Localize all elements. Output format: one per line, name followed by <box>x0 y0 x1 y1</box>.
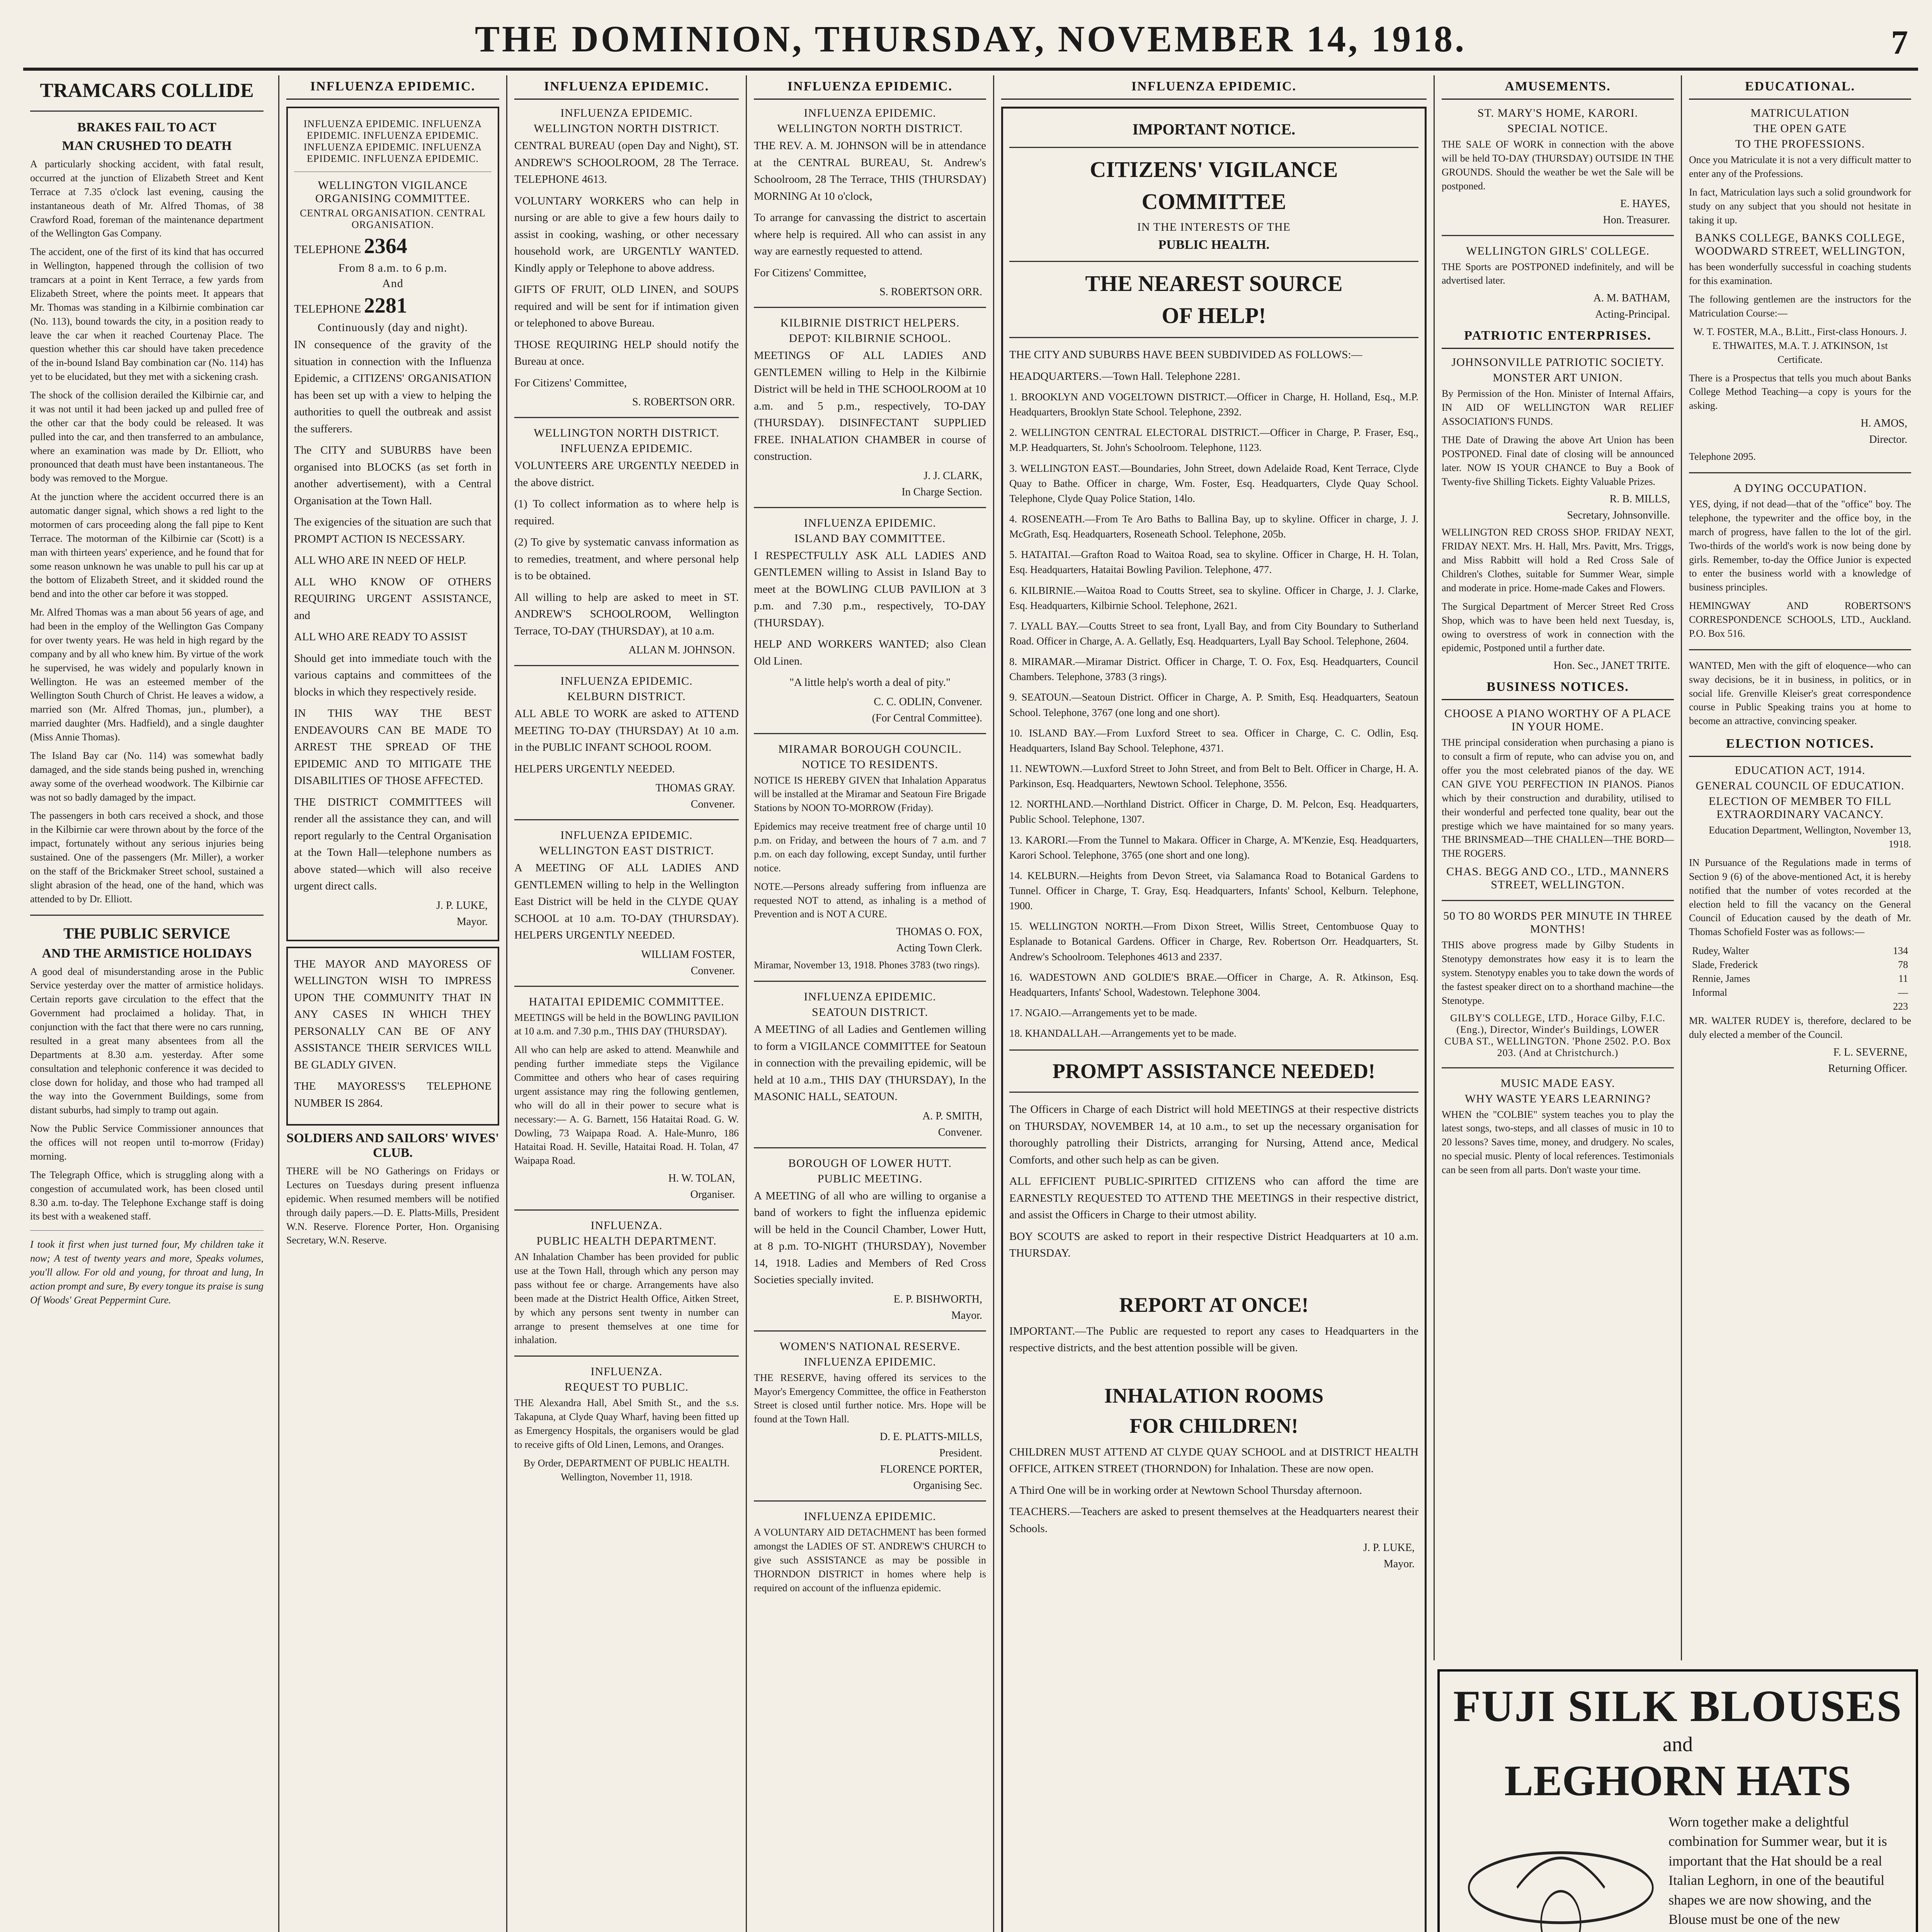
mayoress-notice <box>286 947 499 1126</box>
divider <box>1009 1092 1418 1093</box>
notice-title: ISLAND BAY COMMITTEE. <box>794 532 946 545</box>
district-item: 2. WELLINGTON CENTRAL ELECTORAL DISTRICT.—Officer in Charge, P. Fraser, Esq., M.P. Headquarters, St. John's Schoolroom. Telephone, 1123. <box>1009 427 1418 454</box>
notice-title: REQUEST TO PUBLIC. <box>565 1381 689 1394</box>
divider <box>754 733 986 734</box>
subhead-brakes: BRAKES FAIL TO ACT <box>77 120 216 134</box>
notice-title: INFLUENZA EPIDEMIC. <box>804 107 936 119</box>
candidate-name: Informal <box>1692 987 1727 998</box>
notice-paragraph: Epidemics may receive treatment free of charge until 10 p.m. on Friday, and between the hours of 7 a.m. and 7 p.m. on each day following, except Sunday, until further notice. <box>754 821 986 874</box>
candidate-name: Rennie, James <box>1692 973 1750 985</box>
notice-paragraph: THE SALE OF WORK in connection with the above will be held TO-DAY (THURSDAY) OUTSIDE IN THE GROUNDS. Should the weather be wet the Sale will be postponed. <box>1442 139 1674 192</box>
article-paragraph: The passengers in both cars received a shock, and those in the Kilbirnie car were thrown about by the force of the impact, fortunately without any serious injuries being sustained. One of the passengers (Mr. Miller), a worker on the staff of the Brickmaker Street school, sustained a slight abrasion of the head, one of the hand, which was attended to by Dr. Elliott. <box>30 810 264 905</box>
and-text: And <box>382 277 403 290</box>
column-influenza-suburbs <box>746 75 993 1932</box>
masthead-rule <box>23 68 1918 71</box>
signature-title: Mayor. <box>951 1309 982 1321</box>
article-paragraph: At the junction where the accident occurred there is an automatic danger signal, which shows a red light to the motormen of cars proceeding along the fall pipe to Kent Terrace. The motorman of the Kilbirnie car (Scott) is a man with thirteen years' experience, and he found that for some reason unknown he was unable to pull his car up at the bottom of Elizabeth Street, and it skidded round the bend and into the other car before it was stopped. <box>30 491 264 600</box>
divider <box>1442 1067 1674 1068</box>
notice-title: INFLUENZA EPIDEMIC. <box>804 1355 936 1368</box>
column-header: INFLUENZA EPIDEMIC. <box>1001 75 1427 100</box>
notice-paragraph: HELPERS URGENTLY NEEDED. <box>514 762 675 775</box>
vote-row <box>1690 986 1910 999</box>
notice-paragraph: MEETINGS OF ALL LADIES AND GENTLEMEN willing to Help in the Kilbirnie District will be held in THE SCHOOLROOM at 10 a.m. and 5 p.m., respectively, TO-DAY (THURSDAY). DISINFECTANT SUPPLIED FREE. INHALATION CHAMBER in course of construction. <box>754 349 986 463</box>
divider <box>1442 235 1674 236</box>
notice-title: PUBLIC HEALTH DEPARTMENT. <box>536 1235 717 1248</box>
signature: J. P. LUKE, <box>436 899 488 912</box>
headline-public-service: THE PUBLIC SERVICE <box>63 924 231 942</box>
notice-title: ST. MARY'S HOME, KARORI. <box>1477 107 1638 119</box>
article-paragraph: Mr. Alfred Thomas was a man about 56 years of age, and had been in the employ of the Wellington Gas Company for over twenty years. He was held in high regard by the company and by all who knew him. By virtue of the work he supervised, he was widely and popularly known in Wellington. He was an esteemed member of the Wellington South Church of Christ. He leaves a widow, a married son (Mr. Alfred Thomas, jun., plumber), a married daughter (Mrs. Hadfield), and a single daughter (Miss Annie Thomas). <box>30 607 264 743</box>
telephone-line: Telephone 2095. <box>1689 451 1756 463</box>
page-number: 7 <box>1891 24 1910 61</box>
notice-paragraph: THIS above progress made by Gilby Students in Stenotypy demonstrates how easy it is to learn the system. Stenotypy enables you to take down the words of the fastest speaker direct on to a shorthand machine—the Stenotype. <box>1442 939 1674 1006</box>
notice-paragraph: Education Department, Wellington, November 13, 1918. <box>1709 825 1911 850</box>
divider <box>1009 337 1418 338</box>
notice-title: KILBIRNIE DISTRICT HELPERS. <box>780 316 960 329</box>
subhead-crushed: MAN CRUSHED TO DEATH <box>62 139 232 153</box>
fuji-and: and <box>1663 1733 1693 1756</box>
notice-title: INFLUENZA EPIDEMIC. <box>560 675 693 687</box>
notice-title: CHOOSE A PIANO WORTHY OF A PLACE IN YOUR HOME. <box>1444 707 1671 733</box>
divider <box>514 665 739 666</box>
signature: A. M. BATHAM, <box>1593 292 1670 304</box>
notice-paragraph: A MEETING OF ALL LADIES AND GENTLEMEN willing to help in the Wellington East District will be held in the CLYDE QUAY SCHOOL at 10 a.m. TO-DAY (THURSDAY). HELPERS URGENTLY NEEDED. <box>514 862 739 941</box>
notice-paragraph: THE MAYORESS'S TELEPHONE NUMBER IS 2864. <box>294 1080 492 1109</box>
column-header: INFLUENZA EPIDEMIC. <box>754 75 986 100</box>
district-list <box>1009 389 1418 1041</box>
district-item: 1. BROOKLYN AND VOGELTOWN DISTRICT.—Officer in Charge, H. Holland, Esq., M.P. Headquarters, Brooklyn State School. Telephone, 2392. <box>1009 391 1418 418</box>
notice-title: MATRICULATION <box>1750 107 1850 119</box>
notice-paragraph: THE DISTRICT COMMITTEES will render all the assistance they can, and will report regularly to the Central Organisation at the Town Hall—telephone numbers as above stated—which will also receive urgent direct calls. <box>294 796 492 892</box>
organising-committee: WELLINGTON VIGILANCE ORGANISING COMMITTEE. <box>315 179 470 205</box>
notice-paragraph: IMPORTANT.—The Public are requested to report any cases to Headquarters in the respective districts, and the best attention possible will be given. <box>1009 1325 1418 1354</box>
signature: ALLAN M. JOHNSON. <box>628 644 735 656</box>
section-header: BUSINESS NOTICES. <box>1442 676 1674 700</box>
signature-title: Returning Officer. <box>1828 1062 1907 1075</box>
notice-title: INFLUENZA EPIDEMIC. <box>560 442 693 455</box>
notice-paragraph: By Order, DEPARTMENT OF PUBLIC HEALTH. Wellington, November 11, 1918. <box>523 1457 730 1483</box>
inhalation-heading: INHALATION ROOMS <box>1104 1384 1324 1407</box>
queree-advertisement <box>1437 1669 1918 1932</box>
notice-paragraph: IN THIS WAY THE BEST ENDEAVOURS CAN BE MADE TO ARREST THE SPREAD OF THE EPIDEMIC AND TO MITIGATE THE DISABILITIES OF THOSE AFFECTED. <box>294 707 492 787</box>
notice-paragraph: ALL EFFICIENT PUBLIC-SPIRITED CITIZENS who can afford the time are EARNESTLY REQUESTED TO ATTEND THE MEETINGS in their respective district, and assist the Officers in Charge to their utmost ability. <box>1009 1175 1418 1221</box>
notice-title: INFLUENZA. <box>590 1219 663 1232</box>
telephone-1 <box>294 234 492 259</box>
signature-title: (For Central Committee). <box>872 712 982 724</box>
nearest-source-heading: THE NEAREST SOURCE <box>1085 271 1343 296</box>
notice-paragraph: THE Sports are POSTPONED indefinitely, and will be advertised later. <box>1442 261 1674 286</box>
notice-paragraph: TEACHERS.—Teachers are asked to present themselves at the Headquarters nearest their Schools. <box>1009 1505 1418 1535</box>
notice-title: KELBURN DISTRICT. <box>567 690 686 703</box>
signature-title: Convener. <box>938 1126 982 1138</box>
notice-paragraph: THE Alexandra Hall, Abel Smith St., and the s.s. Takapuna, at Clyde Quay Wharf, having been fitted up as Emergency Hospitals, the organisers would be glad to receive gifts of Old Linen, Lemons, and Oranges. <box>514 1397 739 1450</box>
vigilance-notice <box>1001 107 1427 1932</box>
divider <box>1009 1049 1418 1051</box>
signature-title: Mayor. <box>456 915 488 928</box>
notice-paragraph: WELLINGTON RED CROSS SHOP. FRIDAY NEXT, FRIDAY NEXT. Mrs. H. Hall, Mrs. Pavitt, Mrs. Triggs, and Miss Rabbitt will hold a Red Cross Sale of Children's Clothes, suitable for Summer Wear, simple and moderate in price. Home-made Cakes and Flowers. <box>1442 527 1674 594</box>
repeated-heading: INFLUENZA EPIDEMIC. INFLUENZA EPIDEMIC. INFLUENZA EPIDEMIC. INFLUENZA EPIDEMIC. INFLUENZA EPIDEMIC. INFLUENZA EPIDEMIC. <box>303 118 482 164</box>
company-name: GILBY'S COLLEGE, LTD., Horace Gilby, F.I.C. (Eng.), Director, Winder's Buildings, LOWER CUBA ST., WELLINGTON. 'Phone 2502. P.O. Box 203. (And at Christchurch.) <box>1444 1012 1671 1058</box>
notice-paragraph: The following gentlemen are the instructors for the Matriculation Course:— <box>1689 294 1911 319</box>
notice-title: A DYING OCCUPATION. <box>1733 482 1867 495</box>
masthead-title: THE DOMINION, THURSDAY, NOVEMBER 14, 1918. <box>474 18 1467 60</box>
vote-count: 78 <box>1898 959 1908 971</box>
peppermint-poem: I took it first when just turned four, My children take it now; A test of twenty years and more, Speaks volumes, you'll allow. For old and young, for throat and lung, In action prompt and sure, By every tongue its praise is sung Of Woods' Great Peppermint Cure. <box>30 1239 264 1306</box>
signature: S. ROBERTSON ORR. <box>879 286 982 298</box>
divider <box>514 819 739 820</box>
call-to-action: ALL WHO KNOW OF OTHERS REQUIRING URGENT ASSISTANCE, and <box>294 575 492 622</box>
notice-paragraph: THE MAYOR AND MAYORESS OF WELLINGTON WISH TO IMPRESS UPON THE COMMUNITY THAT IN ANY CASES IN WHICH THEY PERSONALLY CAN BE OF ANY ASSISTANCE THEIR SERVICES WILL BE GLADLY GIVEN. <box>294 957 492 1071</box>
notice-title: SEATOUN DISTRICT. <box>812 1006 928 1019</box>
club-notice: THERE will be NO Gatherings on Fridays or Lectures on Tuesdays during present influenza epidemic. When resumed members will be notified through daily papers.—D. E. Platts-Mills, President W.N. Reserve. Florence Porter, Hon. Organising Secretary, W.N. Reserve. <box>286 1165 499 1246</box>
section-header: PATRIOTIC ENTERPRISES. <box>1442 325 1674 349</box>
notice-title: INFLUENZA EPIDEMIC. <box>804 516 936 529</box>
tutor-list: W. T. FOSTER, M.A., B.Litt., First-class Honours. J. E. THWAITES, M.A. T. J. ATKINSON, 1st Certificate. <box>1693 326 1907 365</box>
notice-paragraph: HELP AND WORKERS WANTED; also Clean Old Linen. <box>754 638 986 667</box>
notice-paragraph: The Officers in Charge of each District will hold MEETINGS at their respective districts on THURSDAY, NOVEMBER 14, at 10 a.m., to set up the necessary organisation for thoroughly patrolling their Districts, arranging for Nursing, Attend ance, Medical Comforts, and other such help as can be given. <box>1009 1103 1418 1166</box>
district-item: 9. SEATOUN.—Seatoun District. Officer in Charge, A. P. Smith, Esq. Headquarters, Seatoun School. Telephone, 3767 (one long and one short). <box>1009 691 1418 718</box>
signature-title: Hon. Treasurer. <box>1603 214 1670 226</box>
fuji-headline: FUJI SILK BLOUSES <box>1453 1682 1903 1731</box>
notice-paragraph: In fact, Matriculation lays such a solid groundwork for study on any subject that you should not hesitate in taking it up. <box>1689 186 1911 226</box>
signature: C. C. ODLIN, Convener. <box>874 696 982 708</box>
woman-blouse-illustration <box>1451 1811 1670 1932</box>
notice-title: WELLINGTON NORTH DISTRICT. <box>777 122 963 135</box>
notice-paragraph: THE principal consideration when purchasing a piano is to consult a firm of repute, who can advise you on, and offer you the most celebrated pianos of the day. WE CAN GIVE YOU PERFECTION IN PIANOS. Pianos which by their construction and durability, utilised to their wonderful and perfected tone quality, bear out the prestige which we have maintained for so many years. THE BRINSMEAD—THE CHALLEN—THE BORD—THE ROGERS. <box>1442 737 1674 859</box>
divider <box>1689 649 1911 650</box>
hours: From 8 a.m. to 6 p.m. <box>338 262 447 274</box>
district-item: 11. NEWTOWN.—Luxford Street to John Street, and from Belt to Belt. Officer in Charge, H. A. Parkinson, Esq. Headquarters, Newtown School. Telephone, 3556. <box>1009 762 1418 790</box>
notice-title: INFLUENZA EPIDEMIC. <box>560 829 693 842</box>
district-item: 4. ROSENEATH.—From Te Aro Baths to Ballina Bay, up to skyline. Officer in charge, J. J. McGrath, Esq. Headquarters, Roseneath School. Telephone, 205b. <box>1009 513 1418 540</box>
vote-row <box>1690 958 1910 971</box>
notice-paragraph: AN Inhalation Chamber has been provided for public use at the Town Hall, through which any person may pass without fee or charge. Arrangements have also been made at the District Health Office, Aitken Street, by which any persons sent twenty in number can arrange to present themselves at one time for inhalation. <box>514 1251 739 1346</box>
notice-paragraph: Once you Matriculate it is not a very difficult matter to enter any of the Professions. <box>1689 154 1911 179</box>
call-to-action: ALL WHO ARE IN NEED OF HELP. <box>294 554 466 566</box>
article-paragraph: A good deal of misunderstanding arose in the Public Service yesterday over the matter of armistice holidays. Certain reports gave circulation to the effect that the Government had proclaimed a holiday. That, in conjunction with the fact that there were no cars running, resulted in a great many absentees from all the Departments at 8.30 a.m. yesterday. After some consultation and telephonic conference it was decided to close down for holiday, and those who had tramped all the way into the Government Buildings, some from distant suburbs, had simply to tramp out again. <box>30 966 264 1116</box>
continuous-hours: Continuously (day and night). <box>318 321 468 334</box>
notice-title: HATAITAI EPIDEMIC COMMITTEE. <box>529 995 724 1008</box>
divider <box>30 1230 264 1231</box>
tel-label: TELEPHONE <box>294 243 361 256</box>
district-item: 6. KILBIRNIE.—Waitoa Road to Coutts Street, sea to skyline. Officer in Charge, J. J. Clarke, Esq. Headquarters, Kilbirnie School. Telephone, 2621. <box>1009 584 1418 611</box>
notice-paragraph: A MEETING of all who are willing to organise a band of workers to fight the influenza epidemic will be held in the Council Chamber, Lower Hutt, at 8 p.m. TO-NIGHT (THURSDAY), November 14, 1918. Ladies and Members of Red Cross Societies specially invited. <box>754 1189 986 1286</box>
notice-paragraph: "A little help's worth a deal of pity." <box>789 676 951 689</box>
company-name: HEMINGWAY AND ROBERTSON'S CORRESPONDENCE SCHOOLS, LTD., Auckland. P.O. Box 516. <box>1689 600 1911 639</box>
notice-title: INFLUENZA. <box>590 1365 663 1378</box>
signature: H. AMOS, <box>1861 417 1907 430</box>
district-item: 14. KELBURN.—Heights from Devon Street, via Salamanca Road to Botanical Gardens to Tunnel. Officer in Charge, T. Gray, Esq. Headquarters, Infants' School, Kelburn. Telephone, 1900. <box>1009 869 1418 912</box>
notice-title: ELECTION OF MEMBER TO FILL EXTRAORDINARY VACANCY. <box>1708 795 1892 821</box>
report-heading: REPORT AT ONCE! <box>1119 1293 1309 1316</box>
divider <box>754 981 986 982</box>
notice-title: INFLUENZA EPIDEMIC. <box>804 990 936 1003</box>
notice-paragraph: VOLUNTEERS ARE URGENTLY NEEDED in the above district. <box>514 459 739 489</box>
notice-title: NOTICE TO RESIDENTS. <box>801 758 939 771</box>
notice-paragraph: A Third One will be in working order at Newtown School Thursday afternoon. <box>1009 1484 1362 1497</box>
college-name: BANKS COLLEGE, BANKS COLLEGE, WOODWARD STREET, WELLINGTON, <box>1695 231 1905 258</box>
leghorn-headline: LEGHORN HATS <box>1504 1757 1851 1805</box>
signature: A. P. SMITH, <box>922 1110 982 1122</box>
club-heading: SOLDIERS AND SAILORS' WIVES' CLUB. <box>286 1131 499 1160</box>
divider <box>754 307 986 308</box>
notice-paragraph: IN Pursuance of the Regulations made in terms of Section 9 (6) of the above-mentioned Act, it is hereby notified that the number of votes recorded at the election held to fill the vacancy on the General Council of Education caused by the death of Mr. Thomas Schofield Foster was as follows:— <box>1689 857 1911 938</box>
signature: F. L. SEVERNE, <box>1833 1046 1907 1058</box>
district-item: 5. HATAITAI.—Grafton Road to Waitoa Road, sea to skyline. Officer in Charge, H. H. Tolan, Esq. Headquarters, Hataitai Bowling Pavilion. Telephone, 477. <box>1009 549 1418 576</box>
notice-paragraph: I RESPECTFULLY ASK ALL LADIES AND GENTLEMEN willing to Assist in Island Bay to meet at the BOWLING CLUB PAVILION at 3 p.m. and 7.30 p.m., respectively, TO-DAY (THURSDAY). <box>754 549 986 629</box>
notice-paragraph: THE RESERVE, having offered its services to the Mayor's Emergency Committee, the office in Featherston Street is closed until further notice. Mrs. Hope will be found at the Town Hall. <box>754 1372 986 1425</box>
subhead-armistice: AND THE ARMISTICE HOLIDAYS <box>42 946 252 961</box>
signature: D. E. PLATTS-MILLS, <box>879 1431 982 1443</box>
headquarters-line: HEADQUARTERS.—Town Hall. Telephone 2281. <box>1009 370 1240 383</box>
notice-title: WHY WASTE YEARS LEARNING? <box>1464 1092 1651 1105</box>
divider <box>1442 900 1674 901</box>
article-paragraph: The shock of the collision derailed the Kilbirnie car, and it was not until it had been jacked up and pulled free of the other car that the body could be released. It was pulled into the car, and then transferred to an ambulance, where an examination was made by Dr. Elliott, who pronounced that death must have been instantaneous. The body was removed to the Morgue. <box>30 389 264 484</box>
column-influenza-central <box>278 75 506 1932</box>
masthead <box>23 12 1918 66</box>
notice-paragraph: BOY SCOUTS are asked to report in their respective District Headquarters at 10 a.m. THURSDAY. <box>1009 1230 1418 1260</box>
notice-paragraph: has been wonderfully successful in coaching students for this examination. <box>1689 261 1911 287</box>
notice-paragraph: NOTICE IS HEREBY GIVEN that Inhalation Apparatus will be installed at the Miramar and Seatoun Fire Brigade Stations by NOON TO-MORROW (Friday). <box>754 774 986 814</box>
notice-paragraph: VOLUNTARY WORKERS who can help in nursing or are able to give a few hours daily to assist in cooking, washing, or other necessary household work, are URGENTLY WANTED. Kindly apply or Telephone to above address. <box>514 194 739 274</box>
public-health-text: PUBLIC HEALTH. <box>1158 238 1270 252</box>
prompt-assistance-heading: PROMPT ASSISTANCE NEEDED! <box>1052 1060 1376 1083</box>
district-item: 7. LYALL BAY.—Coutts Street to sea front, Lyall Bay, and from City Boundary to Sutherland Road. Officer in Charge, A. A. Gellatly, Esq. Headquarters, Lyall Bay School. Telephone, 2604. <box>1009 620 1418 647</box>
notice-paragraph: YES, dying, if not dead—that of the "office" boy. The telephone, the typewriter and the office boy, in the march of progress, have fallen to the lot of the girl. Two-thirds of the world's work is now being done by girls. Remember, to-day the Office Junior is expected to enter the business world with a knowledge of business principles. <box>1689 498 1911 593</box>
district-item: 10. ISLAND BAY.—From Luxford Street to sea. Officer in Charge, C. C. Odlin, Esq. Headquarters, Island Bay School. Telephone, 4371. <box>1009 727 1418 754</box>
signature-title: Secretary, Johnsonville. <box>1567 509 1670 522</box>
notice-paragraph: To arrange for canvassing the district to ascertain where help is required. All who can assist in any way are earnestly requested to attend. <box>754 211 986 257</box>
notice-paragraph: NOTE.—Persons already suffering from influenza are requested NOT to attend, as inhaling is a method of Prevention and is NOT A CURE. <box>754 881 986 920</box>
notice-title: DEPOT: KILBIRNIE SCHOOL. <box>789 332 951 345</box>
citizens-organisation-notice <box>286 107 499 941</box>
notice-paragraph: CHILDREN MUST ATTEND AT CLYDE QUAY SCHOOL and at DISTRICT HEALTH OFFICE, AITKEN STREET (THORNDON) for Inhalation. These are now open. <box>1009 1446 1418 1475</box>
notice-paragraph: By Permission of the Hon. Minister of Internal Affairs, IN AID OF WELLINGTON WAR RELIEF ASSOCIATION'S FUNDS. <box>1442 388 1674 427</box>
column-header: INFLUENZA EPIDEMIC. <box>514 75 739 100</box>
divider <box>514 1209 739 1211</box>
signature: J. J. CLARK, <box>923 469 982 482</box>
divider <box>514 986 739 987</box>
column-header: INFLUENZA EPIDEMIC. <box>286 75 499 100</box>
article-paragraph: The accident, one of the first of its kind that has occurred in Wellington, happened through the collision of two tramcars at a point in Kent Terrace, a few yards from Elizabeth Street, where the points meet. It appears that Mr. Thomas was standing in a Kilbirnie combination car (No. 113), bound towards the city, in a position ready to leave the car when it reached Courtenay Place. The question whether this car should have taken precedence of the in-bound Island Bay combination car (No. 114) has yet to be elucidated, but they met with a sickening crash. <box>30 246 264 383</box>
notice-paragraph: For Citizens' Committee, <box>514 376 627 389</box>
notice-title: WELLINGTON EAST DISTRICT. <box>539 844 714 857</box>
notice-title: WELLINGTON GIRLS' COLLEGE. <box>1466 244 1650 257</box>
notice-title: MONSTER ART UNION. <box>1493 371 1623 384</box>
signature-title: Mayor. <box>1383 1558 1415 1570</box>
signature: R. B. MILLS, <box>1609 493 1670 505</box>
signature: H. W. TOLAN, <box>668 1172 735 1185</box>
notice-paragraph: There is a Prospectus that tells you much about Banks College Method Teaching—a copy is yours for the asking. <box>1689 372 1911 412</box>
notice-paragraph: The Surgical Department of Mercer Street Red Cross Shop, which was to have been held next Tuesday, is, owing to overstress of work in connection with the epidemic, Postponed until a further date. <box>1442 600 1674 654</box>
vote-row <box>1690 944 1910 957</box>
tel-number: 2281 <box>364 294 407 318</box>
notice-title: INFLUENZA EPIDEMIC. <box>804 1510 936 1523</box>
vote-total-row <box>1690 1000 1910 1013</box>
divider <box>754 1330 986 1332</box>
notice-title: SPECIAL NOTICE. <box>1507 122 1608 135</box>
article-paragraph: A particularly shocking accident, with fatal result, occurred at the junction of Elizabeth Street and Kent Terrace at 7.35 o'clock last evening, causing the instantaneous death of Mr. Alfred Thomas, of 38 Crawford Road, foreman of the maintenance department of the Wellington Gas Company. <box>30 158 264 239</box>
tel-label: TELEPHONE <box>294 303 361 315</box>
vote-count: — <box>1898 987 1908 998</box>
notice-paragraph: IN consequence of the gravity of the situation in connection with the Influenza Epidemic, a CITIZENS' ORGANISATION has been set up with a view to helping the authorities to quell the outbreak and assist the sufferers. <box>294 338 492 435</box>
article-paragraph: The Island Bay car (No. 114) was somewhat badly damaged, and the side stands being pushed in, wrenching away some of the overhead woodwork. The Kilbirnie car was not so badly damaged by the impact. <box>30 750 264 803</box>
divider <box>514 417 739 418</box>
district-item: 8. MIRAMAR.—Miramar District. Officer in Charge, T. O. Fox, Esq. Headquarters, Council Chambers. Telephone, 3783 (3 rings). <box>1009 656 1418 683</box>
notice-paragraph: (1) To collect information as to where help is required. <box>514 498 739 527</box>
signature: FLORENCE PORTER, <box>880 1463 982 1476</box>
notice-title: BOROUGH OF LOWER HUTT. <box>788 1156 952 1170</box>
notice-paragraph: The exigencies of the situation are such that PROMPT ACTION IS NECESSARY. <box>294 516 492 545</box>
signature: Hon. Sec., JANET TRITE. <box>1553 660 1670 672</box>
citizens-heading: CITIZENS' VIGILANCE <box>1090 157 1338 182</box>
column-influenza-districts <box>506 75 746 1932</box>
notice-paragraph: MEETINGS will be held in the BOWLING PAVILION at 10 a.m. and 7.30 p.m., THIS DAY (THURSDAY). <box>514 1012 739 1037</box>
notice-paragraph: ALL ABLE TO WORK are asked to ATTEND MEETING TO-DAY (THURSDAY) At 10 a.m. in the PUBLIC INFANT SCHOOL ROOM. <box>514 707 739 753</box>
of-help-heading: OF HELP! <box>1162 303 1266 328</box>
notice-title: MIRAMAR BOROUGH COUNCIL. <box>778 742 962 755</box>
notice-title: 50 TO 80 WORDS PER MINUTE IN THREE MONTHS! <box>1443 910 1672 936</box>
notice-title: EDUCATION ACT, 1914. <box>1735 764 1866 777</box>
divider <box>1009 147 1418 148</box>
notice-title: JOHNSONVILLE PATRIOTIC SOCIETY. <box>1451 356 1664 369</box>
section-header: ELECTION NOTICES. <box>1689 733 1911 757</box>
vote-count: 134 <box>1893 945 1908 957</box>
notice-title: GENERAL COUNCIL OF EDUCATION. <box>1696 779 1905 793</box>
signature: J. P. LUKE, <box>1363 1542 1415 1554</box>
notice-paragraph: CENTRAL BUREAU (open Day and Night), ST. ANDREW'S SCHOOLROOM, 28 The Terrace. TELEPHONE 4613. <box>514 139 739 185</box>
article-paragraph: The Telegraph Office, which is struggling along with a congestion of accumulated work, has been closed until 8.30 a.m. to-day. The Telephone Exchange staff is doing its best with a weakened staff. <box>30 1169 264 1222</box>
fuji-description: Worn together make a delightful combination for Summer wear, but it is important that the Hat should be a real Italian Leghorn, in one of the beautiful shapes we are now showing, and the Blouse must be one of the new <box>1668 1814 1887 1927</box>
candidate-name: Rudey, Walter <box>1692 945 1749 957</box>
notice-paragraph: (2) To give by systematic canvass information as to remedies, treatment, and where personal help is to be obtained. <box>514 536 739 582</box>
telephone-2 <box>294 293 492 318</box>
divider <box>514 1355 739 1357</box>
signature: THOMAS GRAY. <box>655 782 735 794</box>
divider <box>754 1147 986 1148</box>
children-heading: FOR CHILDREN! <box>1129 1414 1298 1437</box>
notice-title: WELLINGTON NORTH DISTRICT. <box>534 122 719 135</box>
interests-text: IN THE INTERESTS OF THE <box>1137 221 1291 233</box>
divider <box>754 507 986 508</box>
notice-paragraph: Should get into immediate touch with the various captains and committees of the blocks in which they respectively reside. <box>294 652 492 698</box>
signature: E. P. BISHWORTH, <box>893 1293 982 1305</box>
divider <box>1009 261 1418 262</box>
notice-title: WOMEN'S NATIONAL RESERVE. <box>779 1340 961 1353</box>
notice-title: MUSIC MADE EASY. <box>1500 1077 1615 1090</box>
divider <box>1689 472 1911 473</box>
column-vigilance-committee <box>993 75 1434 1932</box>
tel-number: 2364 <box>364 234 407 258</box>
article-paragraph: Now the Public Service Commissioner announces that the offices will not reopen until to-morrow (Friday) morning. <box>30 1123 264 1162</box>
district-item: 12. NORTHLAND.—Northland District. Officer in Charge, D. M. Pelcon, Esq. Headquarters, Public School. Telephone, 1307. <box>1009 798 1418 825</box>
notice-title: THE OPEN GATE <box>1753 122 1847 135</box>
notice-paragraph: The CITY and SUBURBS have been organised into BLOCKS (as set forth in another advertisement), with a Central Organisation at the Town Hall. <box>294 444 492 507</box>
notice-paragraph: All willing to help are asked to meet in ST. ANDREW'S SCHOOLROOM, Wellington Terrace, TO-DAY (THURSDAY), at 10 a.m. <box>514 591 739 637</box>
signature-title: Director. <box>1869 434 1907 446</box>
column-educational <box>1681 75 1918 1660</box>
column-amusements <box>1434 75 1681 1660</box>
notice-paragraph: GIFTS OF FRUIT, OLD LINEN, and SOUPS required and will be sent for if intimation given or telephoned to above Bureau. <box>514 283 739 329</box>
column-news <box>23 75 270 1932</box>
signature-title: Acting-Principal. <box>1595 308 1670 321</box>
signature-title: President. <box>939 1447 982 1459</box>
district-item: 3. WELLINGTON EAST.—Boundaries, John Street, down Adelaide Road, Kent Terrace, Clyde Quay to Bathe. Officer in charge, Wm. Foster, Esq. Headquarters, Clyde Quay School. Telephone, Clyde Quay Police Station, 14lo. <box>1009 462 1418 504</box>
signature-title: Convener. <box>690 964 735 977</box>
notice-paragraph: THE REV. A. M. JOHNSON will be in attendance at the CENTRAL BUREAU, St. Andrew's Schoolroom, 28 The Terrace, THIS (THURSDAY) MORNING At 10 o'clock, <box>754 139 986 202</box>
call-to-action: ALL WHO ARE READY TO ASSIST <box>294 631 468 643</box>
notice-paragraph: THE Date of Drawing the above Art Union has been POSTPONED. Final date of closing will be announced later. NOW IS YOUR CHANCE to Buy a Book of Twenty-five Shilling Tickets. Eighty Valuable Prizes. <box>1442 434 1674 487</box>
signature-title: Organiser. <box>690 1189 735 1201</box>
districts-intro: THE CITY AND SUBURBS HAVE BEEN SUBDIVIDED AS FOLLOWS:— <box>1009 349 1362 361</box>
notice-paragraph: THOSE REQUIRING HELP should notify the Bureau at once. <box>514 338 739 367</box>
candidate-name: Slade, Frederick <box>1692 959 1758 971</box>
district-item: 13. KARORI.—From the Tunnel to Makara. Officer in Charge, A. M'Kenzie, Esq. Headquarters, Karori School. Telephone, 3765 (one short and one long). <box>1009 834 1418 861</box>
notice-paragraph: A VOLUNTARY AID DETACHMENT has been formed amongst the LADIES OF ST. ANDREW'S CHURCH to give such ASSISTANCE as may be possible in THORNDON DISTRICT in homes where help is required on account of the influenza epidemic. <box>754 1527 986 1594</box>
notice-paragraph: All who can help are asked to attend. Meanwhile and pending further immediate steps the Vigilance Committee and others who hear of cases requiring urgent assistance may ring the following gentlemen, who will do all in their power to secure what is necessary:— A. G. Barnett, 156 Hataitai Road. G. W. Dowling, 73 Waipapa Road. A. Hale-Munro, 186 Hataitai Road. H. Seville, Hataitai Road. H. Tolan, 47 Waipapa Road. <box>514 1044 739 1167</box>
divider <box>30 111 264 112</box>
district-item: 18. KHANDALLAH.—Arrangements yet to be made. <box>1009 1027 1236 1039</box>
signature-title: Organising Sec. <box>913 1480 982 1492</box>
signature: E. HAYES, <box>1620 197 1670 210</box>
signature-title: Acting Town Clerk. <box>896 942 982 954</box>
district-item: 16. WADESTOWN AND GOLDIE'S BRAE.—Officer in Charge, A. R. Atkinson, Esq. Headquarters, Infants' School, Wadestown. Telephone 3004. <box>1009 971 1418 998</box>
column-header: AMUSEMENTS. <box>1442 75 1674 100</box>
notice-paragraph: WHEN the "COLBIE" system teaches you to play the latest songs, two-steps, and all classes of music in 10 to 20 lessons? Saves time, money, and drudgery. No scales, no special music. Plenty of local references. Testimonials can be seen from all parts. Don't waste your time. <box>1442 1109 1674 1175</box>
notice-paragraph: A MEETING of all Ladies and Gentlemen willing to form a VIGILANCE COMMITTEE for Seatoun in connection with the prevailing epidemic, will be held at 10 a.m., THIS DAY (THURSDAY), In the MASONIC HALL, SEATOUN. <box>754 1023 986 1103</box>
district-item: 15. WELLINGTON NORTH.—From Dixon Street, Willis Street, Centombuose Quay to Esplanade to Botanical Gardens. Officer in Charge, Rev. Robertson Orr. Headquarters, St. Andrew's Schoolroom. Telephones 4613 and 2337. <box>1009 920 1418 963</box>
company-name: CHAS. BEGG AND CO., LTD., MANNERS STREET, WELLINGTON. <box>1446 865 1669 891</box>
headline-tramcars: TRAMCARS COLLIDE <box>40 80 254 102</box>
notice-paragraph: For Citizens' Committee, <box>754 266 867 279</box>
vote-count: 11 <box>1898 973 1908 985</box>
signature-title: Convener. <box>690 798 735 810</box>
vote-total: 223 <box>1893 1001 1908 1012</box>
central-organisation: CENTRAL ORGANISATION. CENTRAL ORGANISATION. <box>300 207 486 230</box>
signature: WILLIAM FOSTER, <box>641 948 735 961</box>
district-item: 17. NGAIO.—Arrangements yet to be made. <box>1009 1007 1197 1019</box>
notice-title: PUBLIC MEETING. <box>817 1172 923 1185</box>
signature-title: In Charge Section. <box>901 486 982 498</box>
signature: S. ROBERTSON ORR. <box>632 396 735 408</box>
divider <box>754 1500 986 1502</box>
divider <box>30 915 264 916</box>
vote-table <box>1689 944 1911 1014</box>
signature: THOMAS O. FOX, <box>896 926 982 938</box>
notice-paragraph: Miramar, November 13, 1918. Phones 3783 (two rings). <box>754 959 980 971</box>
notice-title: TO THE PROFESSIONS. <box>1735 138 1865 150</box>
vote-row <box>1690 972 1910 985</box>
committee-heading: COMMITTEE <box>1141 189 1286 214</box>
notice-title: INFLUENZA EPIDEMIC. <box>560 107 693 119</box>
notice-title: IMPORTANT NOTICE. <box>1132 121 1296 138</box>
column-header: EDUCATIONAL. <box>1689 75 1911 100</box>
notice-paragraph: MR. WALTER RUDEY is, therefore, declared to be duly elected a member of the Council. <box>1689 1015 1911 1040</box>
notice-paragraph: WANTED, Men with the gift of eloquence—who can sway decisions, be it in business, in politics, or in social life. Grenville Kleiser's great correspondence course in Public Speaking trains you at home to become an attractive, convincing speaker. <box>1689 660 1911 727</box>
notice-title: WELLINGTON NORTH DISTRICT. <box>534 427 719 439</box>
